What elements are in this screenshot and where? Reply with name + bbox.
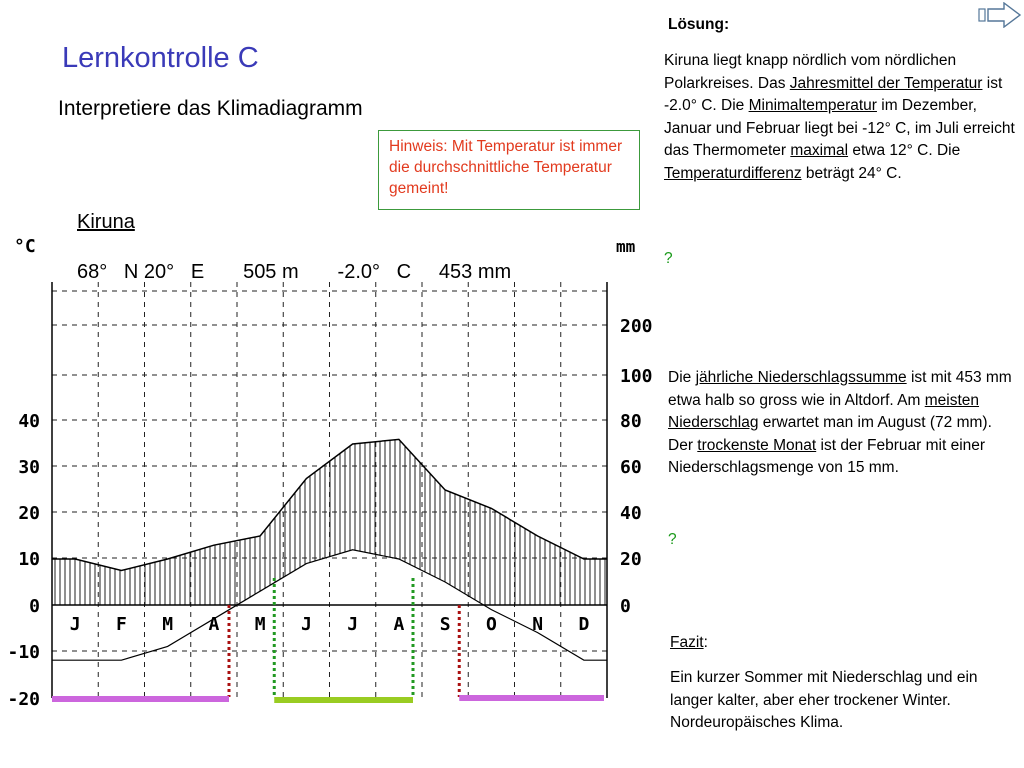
right-tick-label: 60 [620,457,642,478]
page-title: Lernkontrolle C [62,42,259,74]
right-tick-label: 80 [620,411,642,432]
solution-paragraph-temperature: Kiruna liegt knapp nördlich vom nördlichen Polarkreises. Das Jahresmittel der Temperatur ist -2.0° C. Die Minimaltemperatur im Dezember, Januar und Februar liegt bei -12° C, im Juli erreicht das Thermometer maximal etwa 12° C. Die Temperaturdifferenz beträgt 24° C. [664,52,1015,182]
month-label: F [115,614,127,635]
right-tick-label: 200 [620,316,653,337]
month-label: M [254,614,266,635]
month-label: J [347,614,359,635]
next-arrow-icon[interactable] [978,2,1022,33]
hint-box: Hinweis: Mit Temperatur ist immer die durchschnittliche Temperatur gemeint! [378,130,640,210]
month-label: O [485,614,497,635]
fazit-label: Fazit: [670,634,708,651]
station-name: Kiruna [77,211,135,233]
right-axis-unit: mm [616,237,636,256]
station-info: 68° N 20° E 505 m -2.0° C 453 mm [77,261,512,283]
winter-bar [52,696,229,702]
solution-heading: Lösung: [668,16,730,33]
left-tick-label: 0 [29,596,40,617]
month-label: S [439,614,451,635]
right-tick-label: 40 [620,503,642,524]
question-mark-1[interactable]: ? [664,250,673,267]
left-axis-unit: °C [14,236,36,257]
month-label: J [69,614,81,635]
month-label: A [393,614,405,635]
left-tick-label: 30 [18,457,40,478]
right-tick-label: 100 [620,366,653,387]
left-tick-label: 40 [18,411,40,432]
fazit-text: Ein kurzer Sommer mit Niederschlag und ein langer kalter, aber eher trockener Winter. Nordeuropäisches Klima. [670,669,978,731]
right-tick-label: 20 [620,549,642,570]
month-label: M [162,614,174,635]
solution-paragraph-precipitation: Die jährliche Niederschlagssumme ist mit 453 mm etwa halb so gross wie in Altdorf. Am meisten Niederschlag erwartet man im August (72 mm). Der trockenste Monat ist der Februar mit einer Niederschlagsmenge von 15 mm. [668,369,1012,476]
summer-bar [274,697,413,703]
precipitation-area [52,439,607,605]
month-label: A [208,614,220,635]
question-mark-2[interactable]: ? [668,531,677,548]
left-tick-label: 20 [18,503,40,524]
winter-bar [459,695,604,701]
month-label: D [578,614,590,635]
month-label: N [532,614,544,635]
left-tick-label: -20 [7,689,40,710]
month-label: J [300,614,312,635]
right-tick-label: 0 [620,596,631,617]
left-tick-label: 10 [18,549,40,570]
left-tick-label: -10 [7,642,40,663]
page-subtitle: Interpretiere das Klimadiagramm [58,97,363,120]
